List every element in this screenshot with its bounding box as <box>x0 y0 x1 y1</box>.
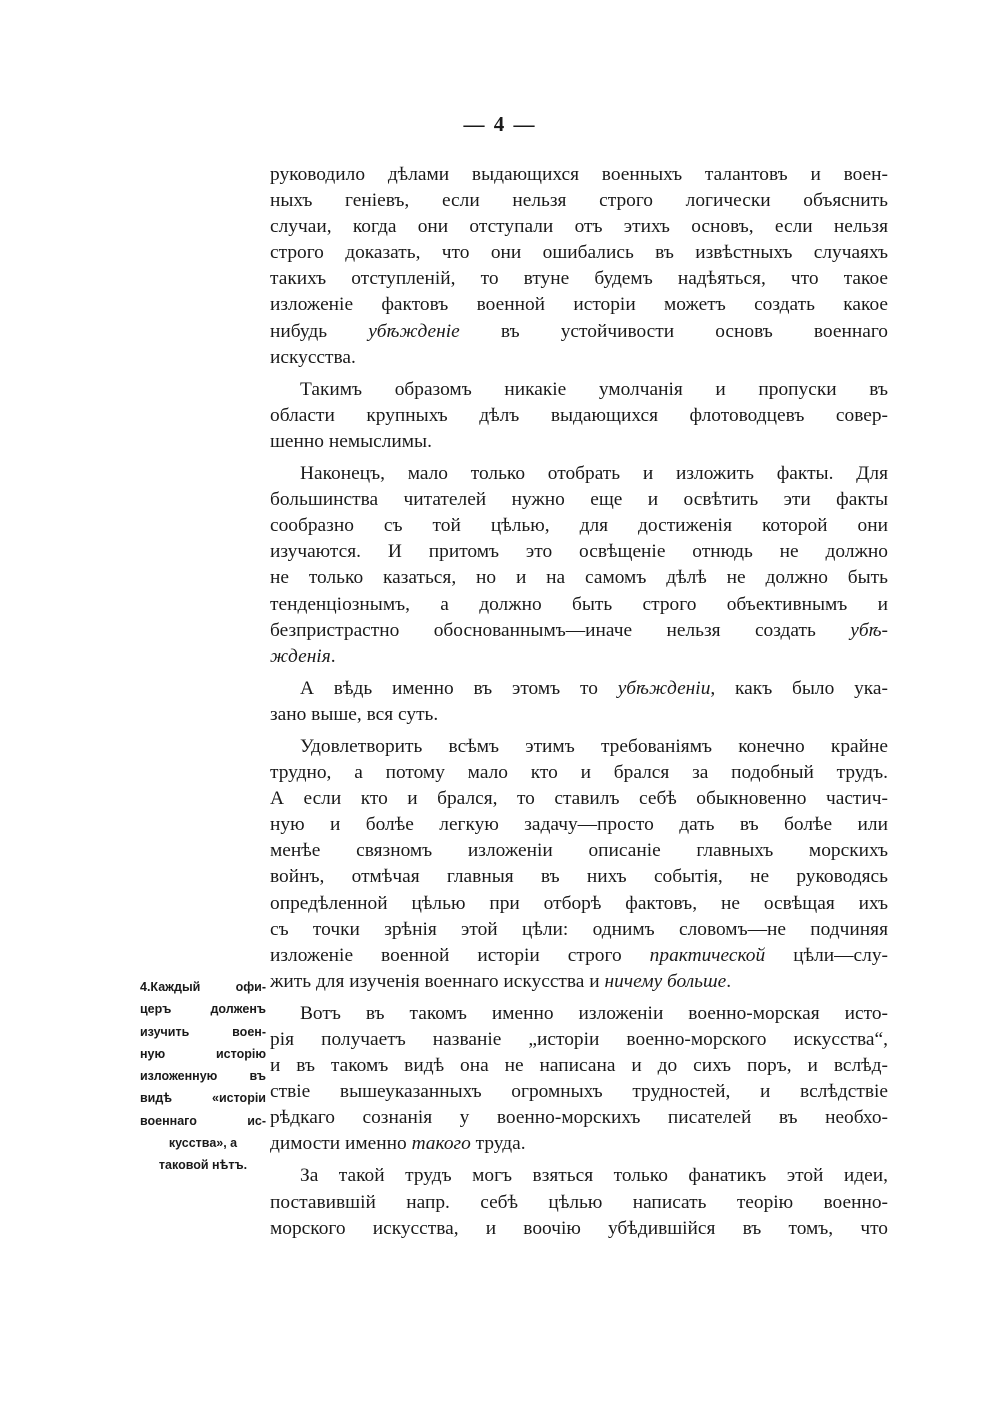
text-line: войнъ, отмѣчая главныя въ нихъ событія, не руководясь <box>270 866 888 888</box>
text-run: жить для изученія военнаго искусства и <box>270 970 605 992</box>
text-line <box>270 1131 888 1157</box>
italic-term: убѣ- <box>850 619 888 641</box>
text-line: Наконецъ, мало только отобрать и изложить факты. Для <box>300 463 888 485</box>
text-line: области крупныхъ дѣлъ выдающихся флотоводцевъ совер- <box>270 404 888 426</box>
paragraph-7 <box>270 1163 888 1241</box>
italic-term: убѣжденіи <box>617 677 711 699</box>
text-run: цѣли—слу- <box>765 944 888 966</box>
text-line: сообразно съ той цѣлью, для достиженія которой они <box>270 515 888 537</box>
text-line: опредѣленной цѣлью при отборѣ фактовъ, не освѣщая ихъ <box>270 892 888 914</box>
text-line: трудно, а потому мало кто и брался за подобный трудъ. <box>270 762 888 784</box>
text-line: не только казаться, но и на самомъ дѣлѣ не должно быть <box>270 567 888 589</box>
text-line <box>270 319 888 345</box>
text-line: и въ такомъ видѣ она не написана и до сихъ поръ, и вслѣд- <box>270 1055 888 1077</box>
margin-note <box>140 976 266 1177</box>
text-line: ныхъ геніевъ, если нельзя строго логически объяснить <box>270 190 888 212</box>
text-run: . <box>330 645 336 667</box>
margin-note-line: изложенную въ <box>140 1069 266 1084</box>
text-run: безпристрастно обоснованнымъ—иначе нельзя создать <box>270 619 851 641</box>
margin-note-line: кусства», а <box>168 1136 238 1151</box>
text-line: А если кто и брался, то ставилъ себѣ обыкновенно частич- <box>270 788 888 810</box>
paragraph-4 <box>270 676 888 728</box>
paragraph-3 <box>270 461 888 670</box>
margin-note-line: изучить воен- <box>140 1024 266 1039</box>
text-line: зано выше, вся суть. <box>270 703 439 725</box>
text-line: съ точки зрѣнія этой цѣли: однимъ словомъ—не подчиняя <box>270 918 888 940</box>
text-line: Удовлетворить всѣмъ этимъ требованіямъ конечно крайне <box>300 735 888 757</box>
text-line: случаи, когда они отступали отъ этихъ основъ, если нельзя <box>270 216 888 238</box>
text-line: строго доказать, что они ошибались въ извѣстныхъ случаяхъ <box>270 242 888 264</box>
text-line: руководило дѣлами выдающихся военныхъ талантовъ и воен- <box>270 164 888 185</box>
text-line: изучаются. И притомъ это освѣщеніе отнюдь не должно <box>270 541 888 563</box>
italic-term: жденія <box>270 645 331 667</box>
text-line <box>270 969 888 995</box>
paragraph-1 <box>270 162 888 371</box>
text-run: нибудь <box>270 320 369 342</box>
margin-note-line: ную исторію <box>140 1046 266 1061</box>
page-number: — 4 — <box>463 112 537 136</box>
text-line: Такимъ образомъ никакіе умолчанія и пропуски въ <box>300 378 888 400</box>
text-run: въ устойчивости основъ военнаго <box>459 320 888 342</box>
text-line: менѣе связномъ изложеніи описаніе главныхъ морскихъ <box>270 840 888 862</box>
margin-note-line: церъ долженъ <box>140 1002 266 1017</box>
text-run: изложеніе военной исторіи строго <box>270 944 650 966</box>
text-line: морского искусства, и воочію убѣдившійся въ томъ, что <box>270 1217 888 1239</box>
italic-term: убѣжденіе <box>368 320 460 342</box>
margin-note-line: 4.Каждый офи- <box>140 980 266 994</box>
text-run: димости именно <box>270 1133 412 1155</box>
paragraph-6 <box>270 1001 888 1158</box>
text-line: изложеніе фактовъ военной исторіи можетъ создать какое <box>270 294 888 316</box>
text-line: большинства читателей нужно еще и освѣтить эти факты <box>270 489 888 511</box>
text-run: А вѣдь именно въ этомъ то <box>300 677 618 699</box>
text-line <box>270 644 888 670</box>
text-run: , какъ было ука- <box>710 677 888 699</box>
italic-term: практической <box>649 944 766 966</box>
text-line: ствіе вышеуказанныхъ огромныхъ трудностей, и вслѣдствіе <box>270 1081 888 1103</box>
text-run: труда. <box>470 1133 526 1155</box>
text-line: За такой трудъ могъ взяться только фанатикъ этой идеи, <box>300 1165 888 1187</box>
text-line: ную и болѣе легкую задачу—просто дать въ болѣе или <box>270 814 888 836</box>
text-line: такихъ отступленій, то втуне будемъ надѣяться, что такое <box>270 268 888 290</box>
main-text <box>270 162 888 1242</box>
italic-term: такого <box>411 1133 471 1155</box>
text-line: шенно немыслимы. <box>270 430 432 452</box>
italic-term: ничему больше <box>604 970 727 992</box>
margin-note-line: военнаго ис- <box>140 1113 266 1128</box>
text-line: рѣдкаго сознанія у военно-морскихъ писателей въ необхо- <box>270 1107 888 1129</box>
text-line: искусства. <box>270 346 356 368</box>
text-line: рія получаетъ названіе „исторіи военно-морского искусства“, <box>270 1029 888 1050</box>
paragraph-2 <box>270 377 888 455</box>
text-line: поставившій напр. себѣ цѣлью написать теорію военно- <box>270 1191 888 1213</box>
text-line: тенденціознымъ, а должно быть строго объективнымъ и <box>270 593 888 615</box>
text-line <box>270 676 888 702</box>
text-line <box>270 943 888 969</box>
text-line: Вотъ въ такомъ именно изложеніи военно-морская исто- <box>300 1002 888 1024</box>
paragraph-5 <box>270 734 888 995</box>
text-run: . <box>726 970 732 992</box>
margin-note-line: видѣ «исторіи <box>140 1091 266 1106</box>
margin-note-line: таковой нѣтъ. <box>158 1158 248 1173</box>
text-line <box>270 618 888 644</box>
